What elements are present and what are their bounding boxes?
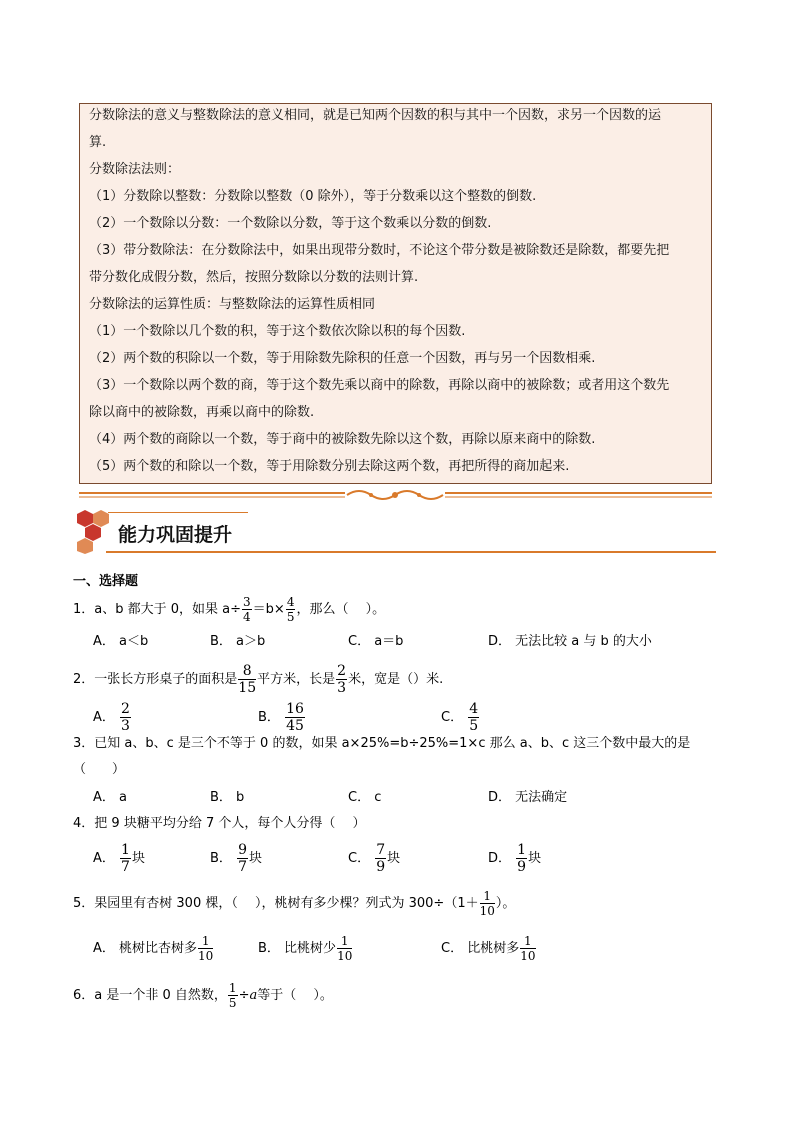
knowledge-line: （2）一个数除以分数：一个数除以分数，等于这个数乘以分数的倒数. bbox=[89, 216, 492, 231]
option-a[interactable]: A． 桃树比杏树多 $\frac{1}{10}$ bbox=[93, 934, 214, 963]
fraction: $\frac{3}{4}$ bbox=[243, 595, 251, 624]
knowledge-line: 算. bbox=[89, 135, 107, 150]
option-c[interactable]: C． $\frac{7}{9}$ 块 bbox=[348, 842, 401, 875]
question-text: 平方米，长是 bbox=[257, 672, 336, 687]
question-3-blank: （ ） bbox=[73, 762, 126, 777]
section-title: 能力巩固提升 bbox=[118, 524, 233, 546]
knowledge-line: （4）两个数的商除以一个数，等于商中的被除数先除以这个数，再除以原来商中的除数. bbox=[89, 432, 596, 447]
question-number: 3． bbox=[73, 736, 95, 751]
variable: a bbox=[249, 988, 258, 1003]
option-a[interactable]: A． $\frac{2}{3}$ bbox=[93, 701, 130, 734]
question-text: 已知 a、b、c 是三个不等于 0 的数，如果 a×25%=b÷25%=1×c 那么 a、b、c 这三个数中最大的是 bbox=[94, 736, 691, 751]
section-subtitle: 一、选择题 bbox=[73, 574, 139, 589]
question-text: ）。 bbox=[495, 896, 516, 911]
option-b[interactable]: B． 比桃树少 $\frac{1}{10}$ bbox=[258, 934, 353, 963]
question-text: 米，宽是（）米. bbox=[348, 672, 444, 687]
option-c[interactable]: C． a＝b bbox=[348, 634, 404, 649]
section-header bbox=[66, 508, 716, 556]
knowledge-line: （1）分数除以整数：分数除以整数（0 除外），等于分数乘以这个整数的倒数. bbox=[89, 189, 537, 204]
question-4 bbox=[73, 815, 366, 833]
knowledge-line: 分数除法法则： bbox=[89, 162, 181, 177]
option-a[interactable]: A． $\frac{1}{7}$ 块 bbox=[93, 842, 145, 875]
option-d[interactable]: D． 无法确定 bbox=[488, 790, 568, 805]
knowledge-line: （5）两个数的和除以一个数，等于用除数分别去除这两个数，再把所得的商加起来. bbox=[89, 459, 570, 474]
option-a[interactable]: A． a bbox=[93, 790, 127, 805]
question-text: ＝b× bbox=[252, 602, 285, 617]
question-text: 一张长方形桌子的面积是 bbox=[94, 672, 238, 687]
fraction: $\frac{2}{3}$ bbox=[337, 663, 347, 696]
fraction: $\frac{8}{15}$ bbox=[238, 663, 257, 696]
header-top-rule bbox=[108, 512, 248, 513]
question-number: 1． bbox=[73, 602, 95, 617]
question-number: 2． bbox=[73, 672, 95, 687]
option-c[interactable]: C． c bbox=[348, 790, 382, 805]
option-b[interactable]: B． a＞b bbox=[210, 634, 266, 649]
question-text: 等于（ ）。 bbox=[257, 988, 333, 1003]
question-number: 6． bbox=[73, 988, 95, 1003]
knowledge-line: 分数除法的运算性质：与整数除法的运算性质相同 bbox=[89, 297, 376, 312]
option-d[interactable]: D． $\frac{1}{9}$ 块 bbox=[488, 842, 542, 875]
question-6 bbox=[73, 982, 333, 1009]
question-1 bbox=[73, 596, 385, 623]
question-text: ，那么（ ）。 bbox=[296, 602, 386, 617]
hexagon-cluster-icon bbox=[66, 508, 116, 554]
knowledge-line: （3）带分数除法：在分数除法中，如果出现带分数时，不论这个带分数是被除数还是除数，都要先把 bbox=[89, 243, 670, 258]
option-b[interactable]: B． b bbox=[210, 790, 245, 805]
fraction: $\frac{1}{10}$ bbox=[479, 889, 495, 918]
question-3 bbox=[73, 735, 690, 753]
question-text: 果园里有杏树 300 棵，（ ），桃树有多少棵？列式为 300÷（1＋ bbox=[94, 896, 479, 911]
knowledge-line: 分数除法的意义与整数除法的意义相同，就是已知两个因数的积与其中一个因数，求另一个因数的运 bbox=[89, 108, 662, 123]
knowledge-line: 带分数化成假分数，然后，按照分数除以分数的法则计算. bbox=[89, 270, 419, 285]
option-b[interactable]: B． $\frac{16}{45}$ bbox=[258, 701, 304, 734]
question-text: 把 9 块糖平均分给 7 个人，每个人分得（ ） bbox=[94, 816, 366, 831]
option-c[interactable]: C． $\frac{4}{5}$ bbox=[441, 701, 479, 734]
question-text: a、b 都大于 0，如果 a÷ bbox=[94, 602, 242, 617]
knowledge-line: （1）一个数除以几个数的积，等于这个数依次除以积的每个因数. bbox=[89, 324, 466, 339]
knowledge-line: 除以商中的被除数，再乘以商中的除数. bbox=[89, 405, 315, 420]
knowledge-box bbox=[79, 103, 712, 484]
question-number: 5． bbox=[73, 896, 95, 911]
question-5 bbox=[73, 890, 515, 917]
ornament-divider bbox=[79, 487, 712, 501]
fraction: $\frac{4}{5}$ bbox=[286, 595, 295, 624]
question-text: a 是一个非 0 自然数， bbox=[94, 988, 227, 1003]
header-bottom-rule bbox=[106, 551, 716, 553]
option-c[interactable]: C． 比桃树多 $\frac{1}{10}$ bbox=[441, 934, 536, 963]
question-2 bbox=[73, 664, 443, 695]
fraction: $\frac{1}{5}$ bbox=[228, 981, 237, 1010]
knowledge-line: （2）两个数的积除以一个数，等于用除数先除积的任意一个因数，再与另一个因数相乘. bbox=[89, 351, 596, 366]
operator: ÷ bbox=[238, 988, 250, 1003]
knowledge-line: （3）一个数除以两个数的商，等于这个数先乘以商中的除数，再除以商中的被除数；或者用这个数先 bbox=[89, 378, 670, 393]
question-number: 4． bbox=[73, 816, 95, 831]
option-a[interactable]: A． a＜b bbox=[93, 634, 149, 649]
option-b[interactable]: B． $\frac{9}{7}$ 块 bbox=[210, 842, 262, 875]
ornament-divider-icon bbox=[79, 488, 712, 502]
option-d[interactable]: D． 无法比较 a 与 b 的大小 bbox=[488, 634, 652, 649]
